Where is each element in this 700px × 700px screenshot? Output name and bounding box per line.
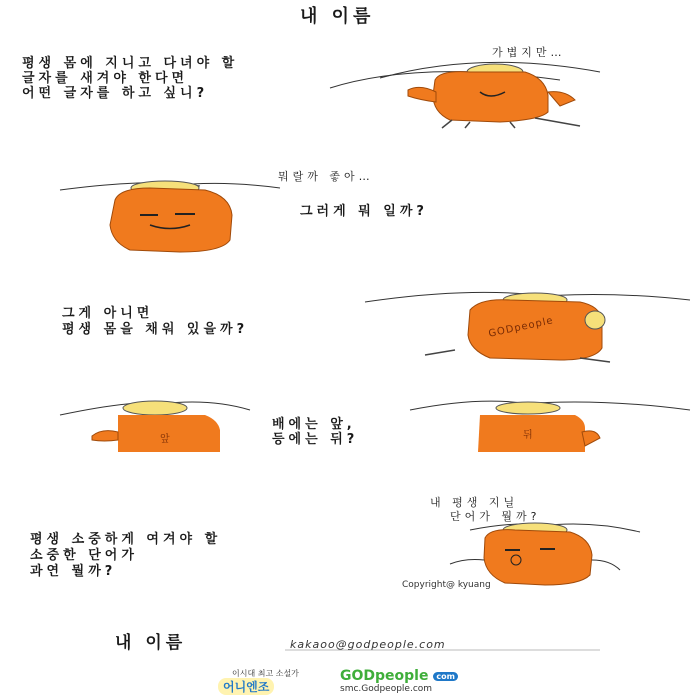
panel1-line2: 글자를 새겨야 한다면 — [22, 71, 189, 86]
panel2-line: 그러게 뭐 일까? — [300, 204, 428, 219]
footer-site-link[interactable]: smc.Godpeople.com — [340, 684, 433, 694]
panel5-bubble-line1: 내 평생 지닐 — [430, 496, 519, 509]
panel3-body-text: GODpeople — [487, 315, 555, 340]
footer-left-small: 이시대 최고 소설가 — [232, 669, 299, 678]
character-panel4-front — [60, 401, 250, 452]
panel5-line2: 소중한 단어가 — [30, 548, 138, 563]
panel1-bubble: 가볍지만… — [492, 46, 566, 59]
panel3-line2: 평생 몸을 채워 있을까? — [62, 322, 249, 337]
panel4-front-mark: 앞 — [160, 434, 170, 445]
panel5-line1: 평생 소중하게 여겨야 할 — [30, 532, 222, 547]
panel5-line3: 과연 뭘까? — [30, 564, 117, 579]
closing-title: 내 이름 — [115, 633, 187, 653]
panel4-line2: 등에는 뒤? — [272, 432, 359, 447]
panel2-bubble: 뭐랄까 좋아… — [278, 170, 374, 183]
footer-brand-badge: com — [433, 672, 458, 681]
panel1-line1: 평생 몸에 지니고 다녀야 할 — [22, 56, 239, 71]
page-title: 내 이름 — [300, 6, 375, 27]
panel4-line1: 배에는 앞, — [272, 417, 356, 432]
character-panel1 — [330, 62, 600, 128]
copyright-text: Copyright@ kyuang — [402, 580, 491, 590]
footer-brand-logo[interactable] — [340, 668, 458, 684]
footer-left-logo[interactable]: 어니엔조 — [218, 678, 274, 695]
panel3-line1: 그게 아니면 — [62, 306, 154, 321]
character-panel2 — [60, 181, 280, 252]
character-panel4-back — [410, 401, 690, 452]
panel4-back-mark: 뒤 — [523, 430, 533, 441]
panel1-line3: 어떤 글자를 하고 싶니? — [22, 86, 209, 101]
character-panel5 — [450, 523, 640, 585]
closing-email: kakaoo@godpeople.com — [290, 638, 446, 651]
footer-brand: GODpeople — [340, 668, 429, 684]
panel5-bubble-line2: 단어가 뭘까? — [450, 510, 541, 523]
